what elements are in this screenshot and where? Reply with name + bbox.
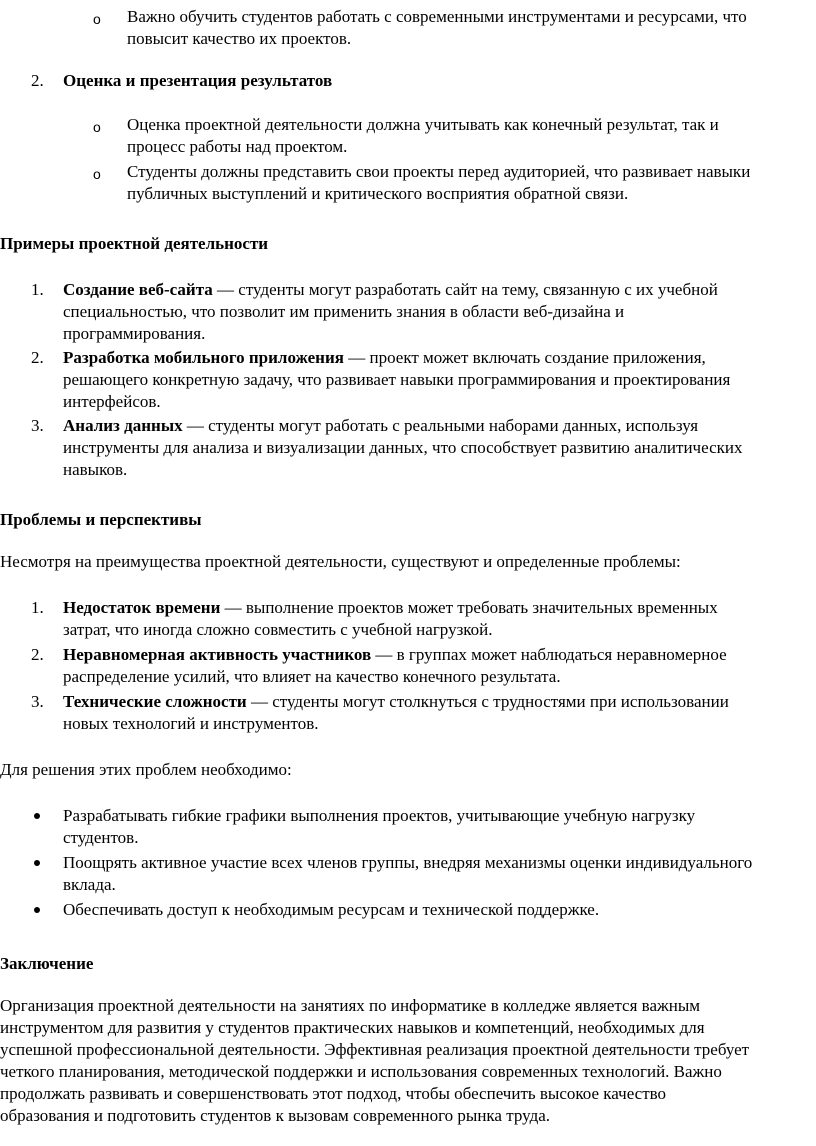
- list-number: 1.: [31, 280, 44, 299]
- list-item-line: Технические сложности — студенты могут столкнуться с трудностями при использовании: [63, 692, 729, 711]
- list-item-term: Неравномерная активность участников: [63, 645, 372, 664]
- list-item-line: повысит качество их проектов.: [127, 29, 352, 48]
- list-item-line: решающего конкретную задачу, что развивает навыки программирования и проектирования: [63, 370, 731, 389]
- sub-list-marker: o: [93, 166, 101, 182]
- list-number: 2.: [31, 348, 44, 367]
- list-item-term: Технические сложности: [63, 692, 247, 711]
- paragraph-line: четкого планирования, методической поддержки и использования современных технологий. Важно: [0, 1062, 722, 1081]
- list-item-line: распределение усилий, что влияет на качество конечного результата.: [63, 667, 561, 686]
- paragraph-line: продолжать развивать и совершенствовать этот подход, чтобы обеспечить высокое качество: [0, 1084, 667, 1103]
- list-item-line: программирования.: [63, 324, 206, 343]
- sub-list-marker: o: [93, 11, 101, 27]
- list-item-line: Неравномерная активность участников — в группах может наблюдаться неравномерное: [63, 645, 727, 664]
- list-item-line: публичных выступлений и критического восприятия обратной связи.: [127, 184, 629, 203]
- paragraph-line: Организация проектной деятельности на занятиях по информатике в колледже является важным: [0, 996, 701, 1015]
- list-item-line: Обеспечивать доступ к необходимым ресурсам и технической поддержке.: [63, 900, 600, 919]
- list-item-line: Оценка проектной деятельности должна учитывать как конечный результат, так и: [127, 115, 719, 134]
- section-title: Оценка и презентация результатов: [63, 71, 333, 90]
- bullet-icon: [34, 907, 40, 913]
- list-number: 2.: [31, 645, 44, 664]
- section-heading: Примеры проектной деятельности: [0, 234, 269, 253]
- list-item-line: вклада.: [63, 875, 116, 894]
- bullet-icon: [34, 860, 40, 866]
- sub-list-marker: o: [93, 119, 101, 135]
- list-item-line: студентов.: [63, 828, 139, 847]
- list-item-line: новых технологий и инструментов.: [63, 714, 319, 733]
- list-item-line: Разрабатывать гибкие графики выполнения проектов, учитывающие учебную нагрузку: [63, 806, 696, 825]
- list-item-line: навыков.: [63, 460, 128, 479]
- list-item-line: Разработка мобильного приложения — проект может включать создание приложения,: [63, 348, 706, 367]
- list-item-line: Анализ данных — студенты могут работать с реальными наборами данных, используя: [63, 416, 699, 435]
- list-item-line: Недостаток времени — выполнение проектов может требовать значительных временных: [63, 598, 718, 617]
- section-number: 2.: [31, 71, 44, 90]
- list-number: 3.: [31, 692, 44, 711]
- list-item-line: интерфейсов.: [63, 392, 161, 411]
- list-item-line: Создание веб-сайта — студенты могут разработать сайт на тему, связанную с их учебной: [63, 280, 718, 299]
- section-heading: Заключение: [0, 954, 94, 973]
- list-item-term: Разработка мобильного приложения: [63, 348, 344, 367]
- list-item-line: Важно обучить студентов работать с современными инструментами и ресурсами, что: [127, 7, 747, 26]
- paragraph: Несмотря на преимущества проектной деятельности, существуют и определенные проблемы:: [0, 552, 681, 571]
- paragraph: Для решения этих проблем необходимо:: [0, 760, 292, 779]
- list-number: 1.: [31, 598, 44, 617]
- list-item-term: Анализ данных: [63, 416, 183, 435]
- paragraph-line: инструментом для развития у студентов практических навыков и компетенций, необходимых для: [0, 1018, 705, 1037]
- section-heading: Проблемы и перспективы: [0, 510, 202, 529]
- list-item-line: процесс работы над проектом.: [127, 137, 348, 156]
- list-number: 3.: [31, 416, 44, 435]
- list-item-term: Создание веб-сайта: [63, 280, 213, 299]
- paragraph-line: образования и подготовить студентов к вызовам современного рынка труда.: [0, 1106, 551, 1125]
- list-item-line: Студенты должны представить свои проекты перед аудиторией, что развивает навыки: [127, 162, 751, 181]
- paragraph-line: успешной профессиональной деятельности. Эффективная реализация проектной деятельности требует: [0, 1040, 750, 1059]
- list-item-term: Недостаток времени: [63, 598, 221, 617]
- list-item-line: специальностью, что позволит им применить знания в области веб-дизайна и: [63, 302, 625, 321]
- list-item-line: затрат, что иногда сложно совместить с учебной нагрузкой.: [63, 620, 493, 639]
- bullet-icon: [34, 813, 40, 819]
- list-item-line: Поощрять активное участие всех членов группы, внедряя механизмы оценки индивидуального: [63, 853, 753, 872]
- list-item-line: инструменты для анализа и визуализации данных, что способствует развитию аналитических: [63, 438, 743, 457]
